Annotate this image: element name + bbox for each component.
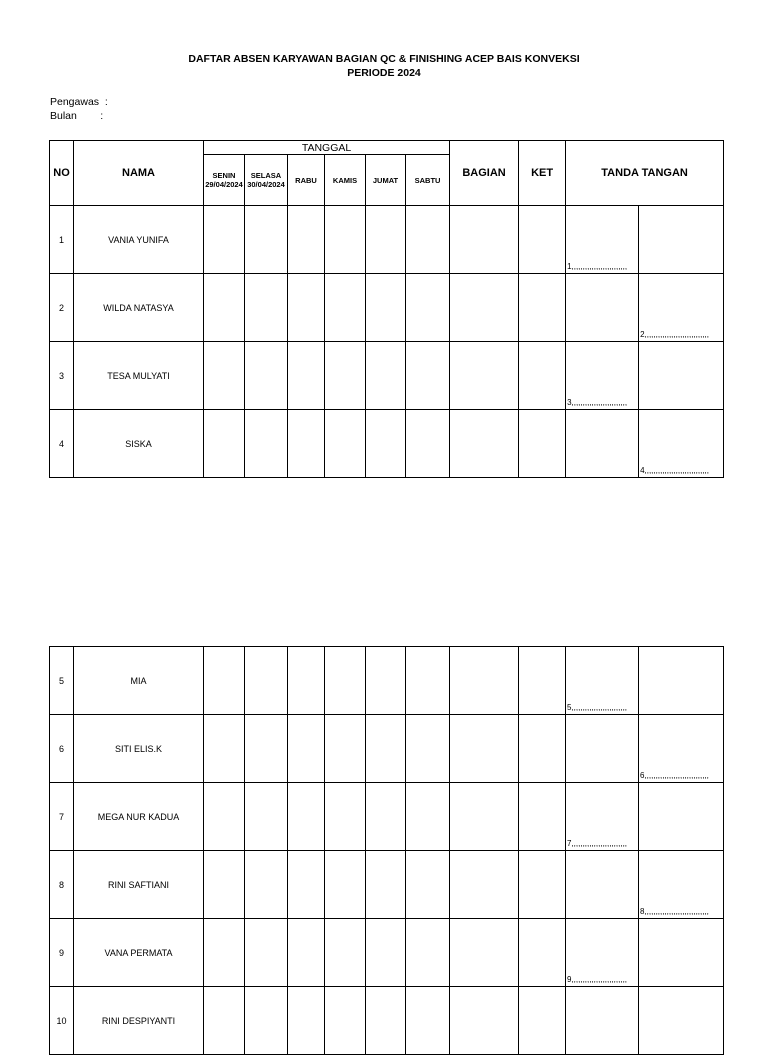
employee-name: WILDA NATASYA [74,274,204,342]
attendance-cell[interactable] [325,647,366,715]
attendance-cell[interactable] [204,851,245,919]
signature-cell[interactable] [566,342,639,410]
ket-cell[interactable] [519,410,566,478]
day-name: RABU [295,175,317,185]
attendance-cell[interactable] [366,410,406,478]
attendance-cell[interactable] [245,783,288,851]
document-period: PERIODE 2024 [347,67,421,79]
attendance-cell[interactable] [245,206,288,274]
employee-name: RINI SAFTIANI [74,851,204,919]
attendance-cell[interactable] [406,647,450,715]
employee-name: SISKA [74,410,204,478]
table-row [50,987,724,1055]
ket-cell[interactable] [519,647,566,715]
table-row [50,715,724,783]
header-day-kamis [325,155,366,206]
bulan-line [50,110,114,122]
employee-name: MIA [74,647,204,715]
signature-cell[interactable] [566,851,639,919]
bagian-cell[interactable] [450,410,519,478]
row-number: 9 [50,919,74,987]
signature-cell[interactable] [566,919,639,987]
attendance-cell[interactable] [288,342,325,410]
attendance-cell[interactable] [325,274,366,342]
attendance-cell[interactable] [204,206,245,274]
attendance-cell[interactable] [204,647,245,715]
table-row [50,206,724,274]
signature-cell[interactable] [566,274,639,342]
table-row [50,647,724,715]
attendance-cell[interactable] [325,851,366,919]
signature-cell[interactable] [639,783,724,851]
attendance-cell[interactable] [288,987,325,1055]
attendance-cell[interactable] [366,783,406,851]
attendance-cell[interactable] [325,410,366,478]
header-day-rabu [288,155,325,206]
attendance-table-top [49,140,724,478]
attendance-cell[interactable] [366,647,406,715]
signature-line: 7,,,,,,,,,,,,,,,,,,,,,,,,, [567,839,628,848]
ket-cell[interactable] [519,206,566,274]
signature-line: 5,,,,,,,,,,,,,,,,,,,,,,,,, [567,703,628,712]
signature-line: 3,,,,,,,,,,,,,,,,,,,,,,,,, [567,398,628,407]
attendance-cell[interactable] [204,274,245,342]
attendance-cell[interactable] [366,274,406,342]
bagian-cell[interactable] [450,342,519,410]
attendance-cell[interactable] [245,715,288,783]
day-date: 29/04/2024 [205,180,243,189]
day-name: SABTU [414,175,441,185]
bagian-cell[interactable] [450,715,519,783]
bagian-cell[interactable] [450,987,519,1055]
attendance-cell[interactable] [366,987,406,1055]
signature-cell[interactable] [566,783,639,851]
attendance-cell[interactable] [288,715,325,783]
signature-line: 4,,,,,,,,,,,,,,,,,,,,,,,,,,,,, [640,466,709,475]
signature-cell[interactable] [639,274,724,342]
attendance-cell[interactable] [245,647,288,715]
bagian-cell[interactable] [450,206,519,274]
attendance-cell[interactable] [245,919,288,987]
header-tanda-tangan: TANDA TANGAN [566,141,724,206]
attendance-cell[interactable] [325,987,366,1055]
employee-name: VANA PERMATA [74,919,204,987]
attendance-cell[interactable] [325,342,366,410]
table-row [50,783,724,851]
attendance-cell[interactable] [245,274,288,342]
signature-cell[interactable] [639,647,724,715]
attendance-cell[interactable] [366,919,406,987]
employee-name: SITI ELIS.K [74,715,204,783]
attendance-cell[interactable] [406,342,450,410]
header-nama: NAMA [74,141,204,206]
signature-line: 9,,,,,,,,,,,,,,,,,,,,,,,,, [567,975,628,984]
attendance-cell[interactable] [204,715,245,783]
attendance-cell[interactable] [288,410,325,478]
attendance-cell[interactable] [204,919,245,987]
header-tanggal: TANGGAL [204,141,450,155]
attendance-cell[interactable] [406,715,450,783]
bagian-cell[interactable] [450,274,519,342]
signature-line: 2,,,,,,,,,,,,,,,,,,,,,,,,,,,,, [640,330,709,339]
day-name: SELASA [250,171,282,180]
attendance-cell[interactable] [366,851,406,919]
header-day-sabtu [406,155,450,206]
signature-cell[interactable] [639,919,724,987]
signature-cell[interactable] [639,206,724,274]
row-number: 7 [50,783,74,851]
attendance-cell[interactable] [325,919,366,987]
attendance-cell[interactable] [406,987,450,1055]
ket-cell[interactable] [519,987,566,1055]
employee-name: VANIA YUNIFA [74,206,204,274]
day-name: SENIN [212,171,236,180]
attendance-cell[interactable] [406,274,450,342]
attendance-cell[interactable] [366,342,406,410]
ket-cell[interactable] [519,783,566,851]
attendance-cell[interactable] [288,647,325,715]
attendance-cell[interactable] [406,783,450,851]
header-day-selasa [245,155,288,206]
bagian-cell[interactable] [450,647,519,715]
bagian-cell[interactable] [450,919,519,987]
attendance-cell[interactable] [406,919,450,987]
document-title: DAFTAR ABSEN KARYAWAN BAGIAN QC & FINISHING ACEP BAIS KONVEKSI [188,53,580,65]
ket-cell[interactable] [519,274,566,342]
day-name: KAMIS [332,175,358,185]
pengawas-line [50,96,114,108]
attendance-cell[interactable] [288,851,325,919]
signature-cell[interactable] [566,410,639,478]
attendance-cell[interactable] [366,206,406,274]
bagian-cell[interactable] [450,851,519,919]
signature-line: 8,,,,,,,,,,,,,,,,,,,,,,,,,,,,, [640,907,709,916]
header-ket: KET [519,141,566,206]
pengawas-colon: : [104,96,108,108]
signature-line: 6,,,,,,,,,,,,,,,,,,,,,,,,,,,,, [640,771,709,780]
table-row [50,851,724,919]
table-row [50,919,724,987]
attendance-cell[interactable] [406,851,450,919]
ket-cell[interactable] [519,342,566,410]
signature-cell[interactable] [639,851,724,919]
attendance-cell[interactable] [204,342,245,410]
signature-cell[interactable] [566,715,639,783]
signature-cell[interactable] [566,647,639,715]
header-day-jumat [366,155,406,206]
attendance-table-bottom [49,646,724,1055]
table-row [50,410,724,478]
attendance-cell[interactable] [406,206,450,274]
attendance-cell[interactable] [406,410,450,478]
attendance-cell[interactable] [288,783,325,851]
row-number: 5 [50,647,74,715]
bulan-colon: : [100,110,104,122]
signature-cell[interactable] [566,987,639,1055]
row-number: 10 [50,987,74,1055]
signature-cell[interactable] [639,410,724,478]
attendance-cell[interactable] [288,919,325,987]
bulan-label: Bulan [50,110,77,122]
table-row [50,342,724,410]
attendance-cell[interactable] [204,987,245,1055]
row-number: 4 [50,410,74,478]
ket-cell[interactable] [519,715,566,783]
day-name: JUMAT [372,175,399,185]
attendance-cell[interactable] [204,783,245,851]
attendance-cell[interactable] [325,206,366,274]
attendance-cell[interactable] [325,783,366,851]
attendance-cell[interactable] [245,987,288,1055]
signature-line: 1,,,,,,,,,,,,,,,,,,,,,,,,, [567,262,628,271]
attendance-cell[interactable] [245,410,288,478]
bagian-cell[interactable] [450,783,519,851]
header-day-senin [204,155,245,206]
employee-name: MEGA NUR KADUA [74,783,204,851]
signature-cell[interactable] [566,206,639,274]
row-number: 6 [50,715,74,783]
attendance-cell[interactable] [245,342,288,410]
row-number: 2 [50,274,74,342]
ket-cell[interactable] [519,919,566,987]
day-date: 30/04/2024 [247,180,285,189]
employee-name: RINI DESPIYANTI [74,987,204,1055]
signature-cell[interactable] [639,987,724,1055]
header-bagian: BAGIAN [450,141,519,206]
attendance-cell[interactable] [325,715,366,783]
employee-name: TESA MULYATI [74,342,204,410]
attendance-cell[interactable] [366,715,406,783]
attendance-cell[interactable] [288,274,325,342]
header-no: NO [50,141,74,206]
attendance-cell[interactable] [245,851,288,919]
signature-cell[interactable] [639,715,724,783]
attendance-cell[interactable] [204,410,245,478]
pengawas-label: Pengawas [50,96,100,108]
table-row [50,274,724,342]
attendance-cell[interactable] [288,206,325,274]
row-number: 3 [50,342,74,410]
signature-cell[interactable] [639,342,724,410]
ket-cell[interactable] [519,851,566,919]
row-number: 1 [50,206,74,274]
row-number: 8 [50,851,74,919]
